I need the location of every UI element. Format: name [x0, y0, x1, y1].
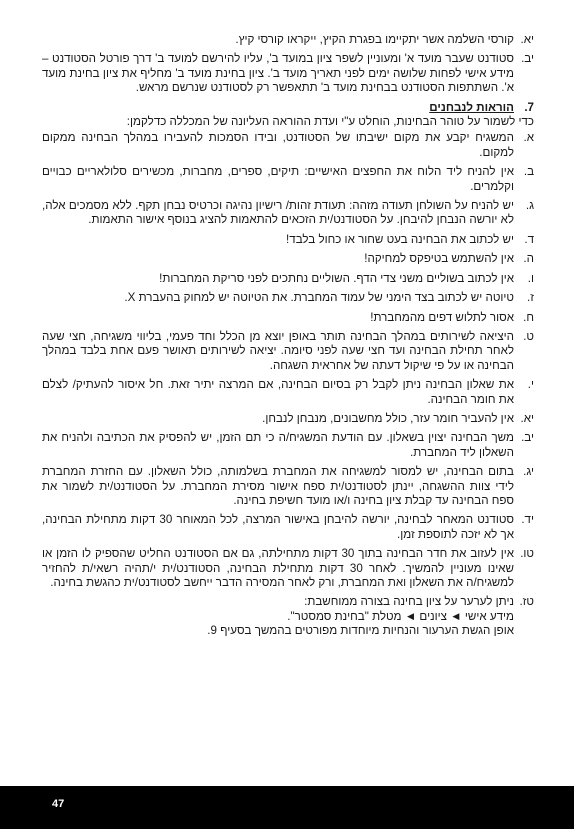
list-item [42, 272, 534, 286]
item-text: היציאה לשירותים במהלך הבחינה תותר באופן יוצא מן הכלל וחד פעמי, בליווי משגיחה, חצי שעה לאחר תחילת הבחינה ועד חצי שעה לפני סיומה. יציאה לשירותים תאושר פעם אחת בלבד במהלך הבחינה או על פי שיקול דעתה של אחראית השגחה. [42, 329, 514, 372]
list-item [42, 311, 534, 325]
item-text: טיוטה יש לכתוב בצד הימני של עמוד המחברת. את הטיוטה יש למחוק בהעברת X. [124, 291, 514, 305]
item-number: ט. [523, 329, 534, 343]
item-text: משך הבחינה יצוין בשאלון. עם הודעת המשגיח/ה כי תם הזמן, יש להפסיק את הכתיבה ולהניח את השאלון ליד המחברת. [42, 431, 514, 459]
item-text: אין להעביר חומר עזר, כולל מחשבונים, מנבחן לנבחן. [262, 411, 514, 425]
list-item [42, 547, 534, 590]
appeal-note: אופן הגשת הערעור והנחיות מיוחדות מפורטים בהמשך בסעיף 9. [207, 624, 514, 638]
item-number: ו. [527, 271, 534, 285]
page-footer [0, 786, 574, 829]
item-number: יא. [520, 411, 534, 425]
list-item [42, 165, 534, 194]
item-number: ד. [524, 232, 534, 246]
item-text: קורסי השלמה אשר יתקיימו בפגרת הקיץ, ייקראו קורסי קיץ. [235, 33, 514, 46]
list-item [42, 33, 534, 47]
item-number: ג. [525, 199, 534, 213]
list-item [42, 513, 534, 542]
item-number: יד. [521, 513, 534, 527]
list-item [42, 465, 534, 508]
item-text: אין להניח ליד הלוח את החפצים האישיים: תיקים, ספרים, מחברות, מכשירים סלולאריים כבויים וקלמרים. [42, 165, 514, 193]
item-text: המשגיח יקבע את מקום ישיבתו של הסטודנט, ובידו הסמכות להעבירו במהלך הבחינה ממקום למקום. [42, 131, 514, 159]
item-text: אין להשתמש בטיפקס למחיקה! [364, 252, 514, 266]
item-number: טז. [519, 595, 534, 609]
section-title: הוראות לנבחנים [429, 100, 514, 114]
document-body [42, 33, 534, 644]
item-number: י. [527, 378, 534, 392]
section-list [42, 131, 534, 590]
section-number: 7. [524, 100, 534, 114]
item-text: בתום הבחינה, יש למסור למשגיחה את המחברת בשלמותה, כולל השאלון. עם החזרת המחברת לידי צוות ההשגחה, יינתן לסטודנט/ית ספח אישור מסירת המחברת. על הסטודנט/ית לשמור את ספח הבחינה עד קבלת ציון בחינה ו/או מועד חשיפת בחינה. [42, 465, 514, 507]
item-number: טו. [520, 547, 534, 561]
item-number: ז. [527, 291, 534, 305]
list-item [42, 378, 534, 407]
section-intro: כדי לשמור על טוהר הבחינות, הוחלט ע"י ועדת ההוראה העליונה של המכללה כדלקמן: [126, 115, 534, 129]
item-number: יב. [521, 431, 534, 445]
item-text [42, 595, 514, 638]
list-item [42, 330, 534, 373]
item-number: ב. [523, 165, 534, 179]
list-item [42, 431, 534, 460]
top-list [42, 33, 534, 96]
section-heading [42, 101, 534, 115]
list-item [42, 52, 534, 95]
item-text: סטודנט שעבר מועד א' ומעוניין לשפר ציון במועד ב', עליו להירשם למועד ב' דרך פורטל הסטודנט – מידע אישי לפחות שלושה ימים לפני תאריך מועד ב'. ציון בחינת מועד ב' מחליף את ציון בחינת מועד א'. השתתפות הסטודנט בבחינת מועד ב' תתאפשר רק לסטודנט שנרשם מראש. [42, 52, 514, 95]
item-text: יש לכתוב את הבחינה בעט שחור או כחול בלבד! [286, 232, 514, 246]
list-item [42, 252, 534, 266]
item-number: יב. [521, 52, 534, 66]
list-item [42, 199, 534, 228]
appeal-line: ניתן לערער על ציון בחינה בצורה ממוחשבת: [304, 595, 514, 609]
list-item [42, 131, 534, 160]
item-number: יא. [520, 33, 534, 46]
item-text: סטודנט המאחר לבחינה, יורשה להיבחן באישור המרצה, לכל המאוחר 30 דקות מתחילת הבחינה, אך לא יזכה לתוספת זמן. [42, 513, 514, 541]
item-text: אין לעזוב את חדר הבחינה בתוך 30 דקות מתחילתה, גם אם הסטודנט החליט שהספיק לו הזמן או שאינו מעוניין להמשיך. לאחר 30 דקות מתחילת הבחינה, הסטודנט/ית י/תהיה רשאי/ת להחזיר למשגיח/ה את השאלון ואת המחברת, ורק לאחר המסירה הדבר ייחשב לסטודנט/ית כהגשת בחינה. [42, 547, 514, 589]
item-text: אסור לתלוש דפים מהמחברת! [370, 310, 514, 324]
item-text: אין לכתוב בשוליים משני צדי הדף. השוליים נחתכים לפני סריקת המחברות! [159, 271, 514, 285]
page-number: 47 [52, 798, 65, 810]
appeal-path: מידע אישי ◄ ציונים ◄ מטלת "בחינת סמסטר". [287, 609, 514, 623]
item-number: יג. [523, 465, 534, 479]
item-number: א. [523, 131, 534, 145]
list-item [42, 412, 534, 426]
item-text: את שאלון הבחינה ניתן לקבל רק בסיום הבחינה, אם המרצה יתיר זאת. חל איסור להעתיק/ לצלם את חומר הבחינה. [42, 378, 514, 406]
item-text: יש להניח על השולחן תעודה מזהה: תעודת זהות/ רישיון נהיגה וכרטיס נבחן תקף. ללא מסמכים אלה, לא יורשה הנבחן להיבחן. על הסטודנט/ית הזכאים להתאמות להציג בנוסף אישור התאמות. [42, 199, 514, 227]
item-number: ה. [523, 252, 534, 266]
item-number: ח. [523, 310, 534, 324]
list-item [42, 233, 534, 247]
list-item [42, 595, 534, 638]
list-item [42, 291, 534, 305]
